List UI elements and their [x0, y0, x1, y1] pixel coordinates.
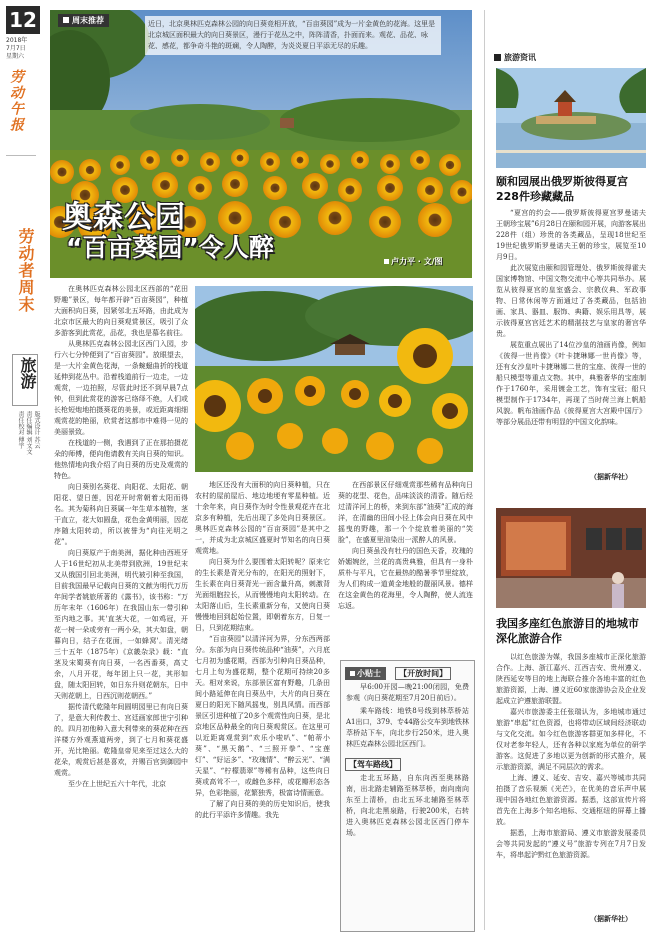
paragraph: 地区还没有大面积的向日葵种植，只在农村的屋前屋后、地边地埂有零星种植。近十余年来，向日葵作为时令性景观花卉在北京多有种植，先后出现了多处向日葵景区。奥林匹克森林公园的“百亩葵园”是其中之一，并成为北京城区盛夏时节知名的向日葵观赏地。	[195, 481, 330, 555]
paragraph: 在奥林匹克森林公园北区西部的“花田野趣”景区，每年都开辟“百亩葵园”，种植大面积向日葵，因紧邻北五环路，由此成为北京市区最大的向日葵观赏景区，吸引了众多游客到此赏花，品花，我也是慕名前往。	[54, 285, 188, 337]
section-label-travel-box	[12, 354, 38, 406]
exhibition-illustration	[496, 508, 646, 608]
news-column-rule	[484, 10, 485, 930]
paragraph: 此次展览由颐和园管理处、俄罗斯彼得霍夫国家博物馆、中国文物交流中心等共同举办。展览从彼得夏宫的皇室盛会、宗教仪典、军政事物、日常休闲等方面通过了各类藏品，包括油画、家具、器皿、服饰、典籍、娱乐用具等，展示彼得夏宫宫廷艺术的精湛技艺与皇家的奢宫华贵。	[496, 264, 646, 338]
paragraph: 展览重点展出了14位沙皇的油画肖像，例如《彼得一世肖像》《叶卡捷琳娜一世肖像》等，还有女沙皇叶卡捷琳娜二世的宝座、彼得一世的船只模型等重点文物。其中，典雅奢华的宝座制作于1760年，采用镀金工艺，饰有宝冠；船只模型制作于1734年，再现了当时荷兰海上帆船风貌。帆布油画作品《彼得夏宫大宫殿中国厅》等部分展品还带有明显的中国文化韵味。	[496, 341, 646, 426]
tips-transit-text: 乘车路线：地铁8号线到林萃桥站A1出口，379、专44路公交车到地铁林萃桥站下车，向北步行250米，进入奥林匹克森林公园北区西门。	[346, 707, 469, 748]
paragraph: 向日葵别名葵花、向阳花、太阳花、朝阳花、望日莲，因花开时常朝着太阳而得名。其为菊科向日葵属一年生草本植物，茎干直立，花大如圆盘，花色金黄明丽，因花序随太阳转动，所以被誉为“向往光明之花”。	[54, 483, 188, 546]
summer-palace-illustration	[496, 68, 646, 168]
tips-open-label: 【开放时间】	[395, 667, 451, 680]
section-label-weekend: 劳动者周末	[16, 228, 35, 313]
news-item1-title: 颐和园展出俄罗斯彼得夏宫228件珍藏藏品	[496, 175, 628, 203]
feature-lead: 近日，北京奥林匹克森林公园的向日葵竞相开放，“百亩葵园”成为一片金黄色的花海。这里是北京城区面积最大的向日葵景区，漫行于花丛之中，阵阵清香，扑面而来。观花、品花、咏花、感花，都争奇斗艳的斑斓，令人陶醉，为炎炎夏日平添无尽的乐趣。	[145, 16, 441, 55]
paper-logo: 劳动午报	[8, 69, 24, 133]
paragraph: 向日葵为什么要围着太阳转呢？原来它的生长素是背光分布的，在阳光的照射下，生长素在向日葵背光一面含量升高，刺激背光面细胞拉长，从而慢慢地向太阳转动。在太阳落山后，生长素重新分布，又使向日葵慢慢地回到起始位置，即朝着东方，日复一日，只到花期结束。	[195, 558, 330, 632]
sunflower-closeup-illustration	[195, 286, 473, 472]
divider	[6, 155, 36, 156]
square-icon	[384, 259, 389, 264]
byline: 卢力平 · 文/图	[384, 256, 443, 267]
date-line: 2018年 7月7日 星期六	[6, 37, 28, 60]
feature-body-col3	[338, 480, 473, 656]
news-item2-title: 我国多座红色旅游目的地城市深化旅游合作	[496, 617, 639, 645]
section-label-travel: 旅游	[18, 357, 37, 389]
feature-body-col1	[54, 284, 188, 930]
editor-credits: 版式设计 苏云 责任编辑 刘文文 责任校对 傅宇	[17, 411, 40, 455]
news-item1-body	[496, 208, 646, 470]
square-icon	[350, 671, 355, 676]
news-tag: 旅游资讯	[494, 52, 536, 63]
tips-open-text: 早6:00开园—晚21:00闭园，免费参观（向日葵花期至7月20日前后）。	[346, 683, 469, 702]
tips-box	[340, 660, 475, 932]
paragraph: “百亩葵园”以清洋河为界，分东西两部分。东部为向日葵传统品种“油葵”，六月底七月初为盛花期，西部为引种向日葵品种，七月上旬为盛花期，整个花期可持续20多天。相对来说，东部景区富有野趣，几条田间小路延伸在向日葵丛中，大片的向日葵在夏日的阳光下随风摇曳，别具风情。而西部景区引进种植了20多个观赏性向日葵，是北京地区品种最全的向日葵观赏区。在这里可以近距离观赏到“欢乐小啦叭”、“帕蒂小葵”、“黑天鹅”、“三照开拳”、“宝莲灯”、“好运多”、“玫瑰情”、“醉云光”、“满天星”、“柠檬翡翠”等稀有品种，这些向日葵或高耸不一，或雌色多样，或花瓣形态各异，色彩艳丽，花繁独秀，极富诗情画意。	[195, 635, 330, 797]
feature-tag: 周末推荐	[58, 14, 109, 27]
paragraph: 在栈道的一侧，我遇到了正在那拍摄花朵的师傅，便向他请教有关向日葵的知识。他热情地向我介绍了向日葵的历史及观赏的特色。	[54, 439, 188, 480]
paragraph: 至少在上世纪五六十年代，北京	[68, 780, 166, 788]
paragraph: 以红色旅游为媒，我国多座城市正深化旅游合作。上海、浙江嘉兴、江西吉安、贵州遵义、陕西延安等目的地上海联合推介各地丰富的红色旅游资源，上海、遵义近60家旅游协会及企业发起成立沪遵旅游联盟。	[496, 653, 646, 705]
paragraph: 嘉兴市旅游委主任张瑞认为，多地城市通过旅游“串起”红色资源，也将带动区域间经济联动与文化交流。如今红色旅游客群更加多样化，不仅对老参年轻人，还有各种以家庭为单位的研学游客。这促进了多地以更为创新的形式推介，展示旅游资源，满足不同层次的需求。	[496, 708, 646, 771]
paragraph: 据传清代乾隆年间圆明园里已有向日葵了，是意大利传教士、宫廷画家郎世宁引种的。四月初他种入意大利带来的葵花种在西洋楼方外观燕道两旁，到了七月和葵花盛开，光比艳丽。乾隆皇帝见来至过这么大的花朵，观赏后甚是喜欢，并赐百官到御园中观赏。	[54, 703, 188, 777]
feature-body-col2	[195, 480, 330, 930]
news-item2-body	[496, 652, 646, 914]
headline-line1: 奥森公园	[62, 200, 186, 235]
inline-sunflower-photo	[195, 286, 473, 472]
square-icon	[494, 54, 501, 61]
page-number: 12	[6, 6, 40, 34]
paragraph: 向日葵原产于南美洲，据化种由西班牙人于16世纪初从北美带到欧洲，19世纪末又从俄国引回北美洲，明代被引种至我国，目前我国最早记载向日葵的文献为明代万历年间学者姚旅所著的《露书》，该书称：“万历年末年（1606年）在我国山东一带引种至内地之事。其'直茎大花，一如鸡冠，开花一树一朵或旁有一两小朵，其大如盘，朝暮向日，结子在花面，一如蜂窝'。清光绪三十五年（1875年）《京畿杂录》载：“直茎及宋蜀葵有向日葵，一名西番葵，高丈余，八月开花，每年团上只一花，其形如盘，随太阳回转，如日东升则花朝东，日中天则花朝上，日西沉则花朝西。”	[54, 549, 188, 700]
red-tourism-photo	[496, 508, 646, 608]
paragraph: 上海、遵义、延安、吉安、嘉兴等城市共同拍摄了音乐视频《光芒》，在优美的音乐声中展现中国各地红色旅游资源。据悉，这部宣传片将首先在上海多个知名地标、交通枢纽的屏幕上播放。	[496, 774, 646, 826]
paragraph: 据悉，上海市旅游局、遵义市旅游发展委员会等共同发起的“遵义号”旅游专列在7月7日发车，将串起沪黔红色旅游资源。	[496, 829, 646, 859]
tips-drive-label: 【驾车路线】	[345, 758, 401, 771]
masthead	[6, 6, 46, 932]
news-item1-source: （据新华社）	[590, 472, 632, 481]
paragraph: 在西部景区仔细观赏那些稀有品种向日葵的花型、花色，品味淡淡的清香。随后经过清洋河上的桥，来到东部“油葵”汇成的海洋，在清幽的田间小径上体会向日葵在风中摇曳的野趣，那一个个绽放着美丽的“笑脸”，在盛夏里渲染出一派醉人的风景。	[338, 481, 473, 544]
square-icon	[63, 17, 69, 23]
paragraph: “夏宫的约会——俄罗斯彼得夏宫罗曼诺夫王朝珍宝展”6月28日在颐和园开展，向游客展出228件（组）珍贵的各类藏品，呈现18世纪至19世纪俄罗斯罗曼诺夫王朝的珍宝，展览至10月9日。	[496, 209, 646, 261]
news-item2-source: （据新华社）	[590, 914, 632, 923]
headline-line2: “百亩葵园”令人醉	[66, 233, 274, 262]
tips-drive-text: 走北五环路，自东向西至奥林路南，出北路走辅路至林萃桥，南向南向东至上清桥，由北五环北辅路至林萃桥，向北走黑泉路，行驶200米，右转进入奥林匹克森林公园北区西门停车场。	[346, 774, 469, 837]
paragraph: 了解了向日葵的美的历史知识后，使我的此行平添许多情趣。我先	[195, 800, 330, 819]
paragraph: 从奥林匹克森林公园北区西门入园，步行六七分钟便到了“百亩葵园”。放眼望去，是一大片金黄色花海，一条蜿蜒曲折的栈道延伸到花丛中。沿着栈道前行一边走，一边观赏，一边拍照，尽管此时还不到早晨7点钟，但到此赏花的游客已络绎不绝，人们或长枪短炮地拍摄葵花的美景，或近距离细细观赏花的艳丽，欣赏者这都市中难得一见的美丽景致。	[54, 340, 188, 436]
paragraph: 向日葵虽没有牡丹的国色天香，玫瑰的娇媚婉丝，兰花的高贵典雅，但具有一身朴质朴与平凡，它在最热的酷暑季节里绽放，为人们构成一道黄金地般的靓丽风景。德样在这金黄色的花海里，令人陶醉，使人流连忘返。	[338, 547, 473, 610]
tips-title: 小贴士	[345, 667, 386, 680]
summer-palace-photo	[496, 68, 646, 168]
